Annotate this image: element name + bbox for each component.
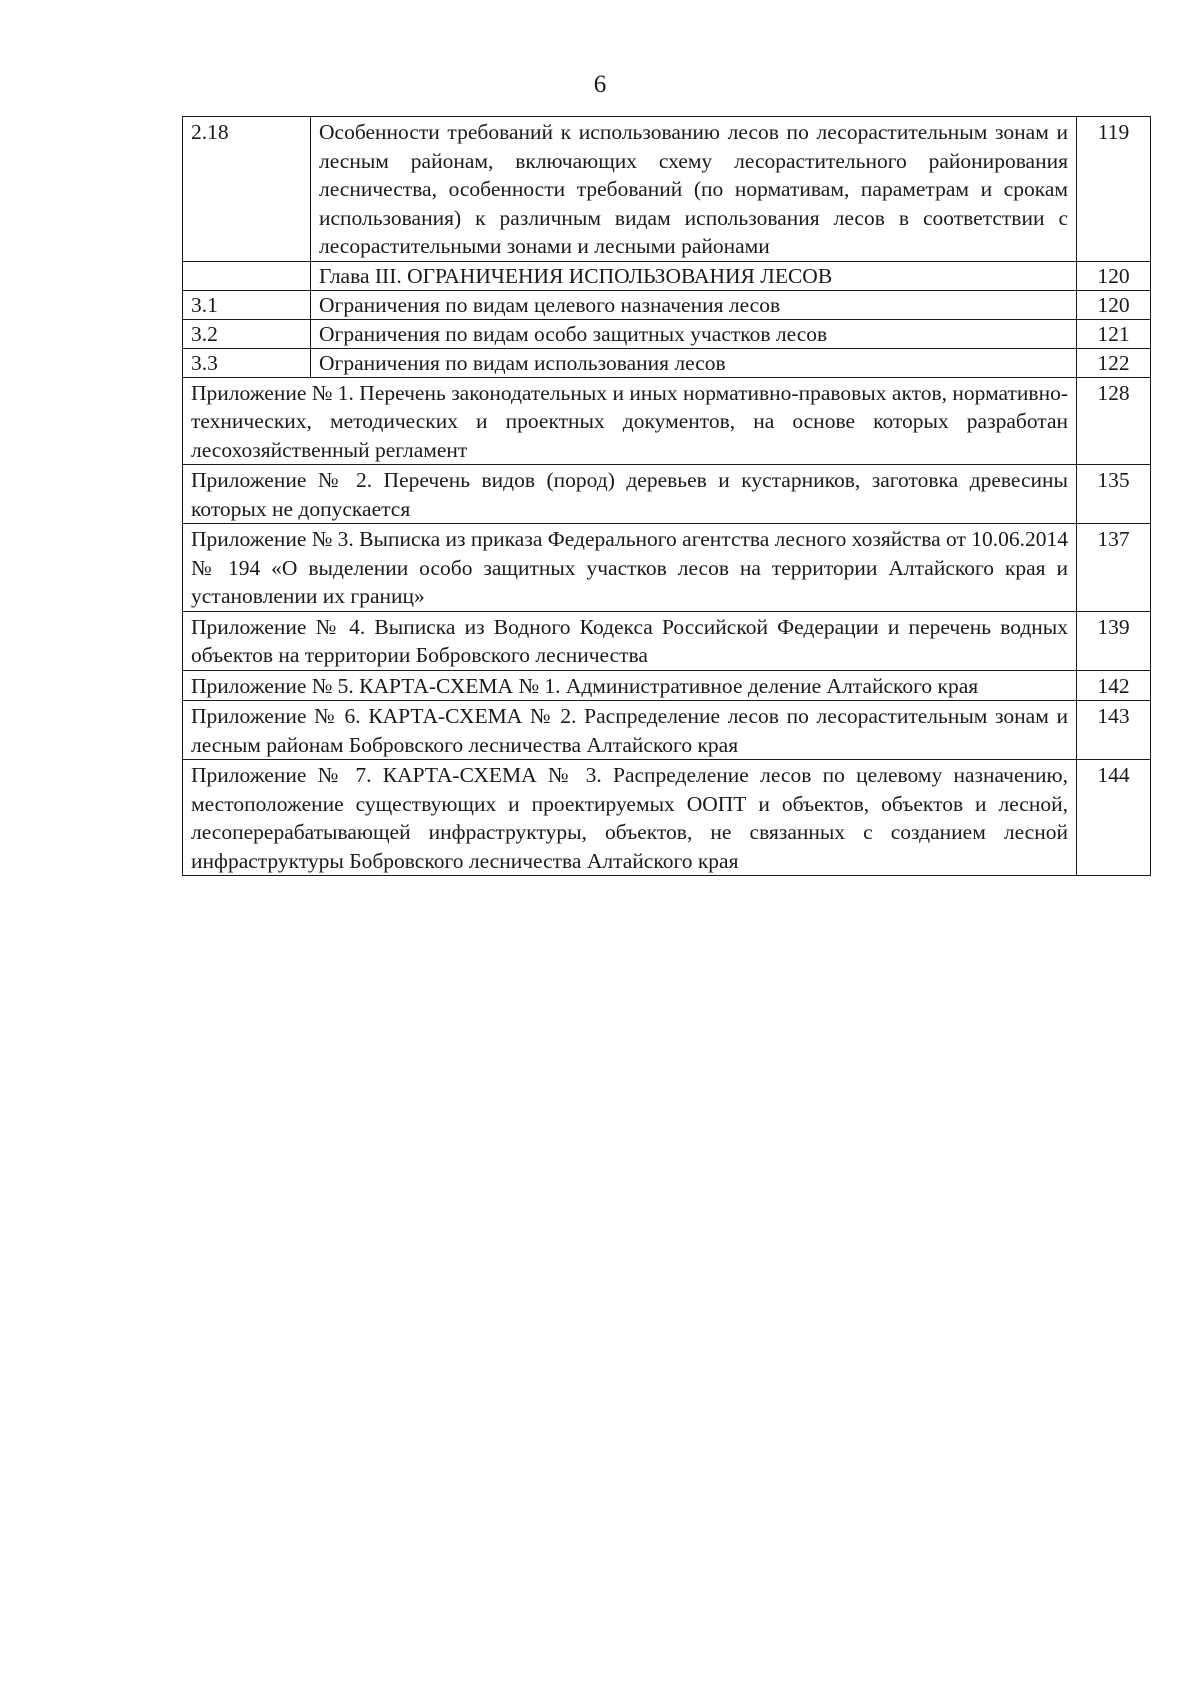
chapter-title: Глава III. ОГРАНИЧЕНИЯ ИСПОЛЬЗОВАНИЯ ЛЕСОВ	[311, 261, 1077, 290]
table-of-contents	[182, 116, 1151, 876]
section-page: 122	[1077, 348, 1151, 377]
section-title: Ограничения по видам целевого назначения лесов	[311, 290, 1077, 319]
appendix-title: Приложение № 5. КАРТА-СХЕМА № 1. Административное деление Алтайского края	[183, 670, 1077, 701]
page-number: 6	[593, 71, 607, 98]
section-number: 3.3	[183, 348, 311, 377]
appendix-page: 128	[1077, 377, 1151, 465]
appendix-title: Приложение № 7. КАРТА-СХЕМА № 3. Распределение лесов по целевому назначению, местоположение существующих и проектируемых ООПТ и объектов, объектов и лесной, лесоперерабатывающей инфраструктуры, объектов, не связанных с созданием лесной инфраструктуры Бобровского лесничества Алтайского края	[183, 760, 1077, 876]
toc-row	[183, 290, 1151, 319]
appendix-row	[183, 465, 1151, 524]
toc-row	[183, 348, 1151, 377]
appendix-title: Приложение № 4. Выписка из Водного Кодекса Российской Федерации и перечень водных объектов на территории Бобровского лесничества	[183, 611, 1077, 670]
section-number	[183, 261, 311, 290]
toc-row	[183, 319, 1151, 348]
appendix-row	[183, 760, 1151, 876]
section-title: Ограничения по видам использования лесов	[311, 348, 1077, 377]
section-page: 120	[1077, 261, 1151, 290]
section-title: Особенности требований к использованию лесов по лесорастительным зонам и лесным районам, включающих схему лесорастительного районирования лесничества, особенности требований (по нормативам, параметрам и срокам использования) к различным видам использования лесов в соответствии с лесорастительными зонами и лесными районами	[311, 117, 1077, 262]
section-page: 119	[1077, 117, 1151, 262]
section-number: 3.1	[183, 290, 311, 319]
section-number: 3.2	[183, 319, 311, 348]
appendix-title: Приложение № 3. Выписка из приказа Федерального агентства лесного хозяйства от 10.06.2014 № 194 «О выделении особо защитных участков лесов на территории Алтайского края и установлении их границ»	[183, 524, 1077, 612]
toc-row	[183, 117, 1151, 262]
appendix-title: Приложение № 6. КАРТА-СХЕМА № 2. Распределение лесов по лесорастительным зонам и лесным районам Бобровского лесничества Алтайского края	[183, 701, 1077, 760]
appendix-row	[183, 701, 1151, 760]
appendix-page: 135	[1077, 465, 1151, 524]
appendix-row	[183, 377, 1151, 465]
appendix-page: 143	[1077, 701, 1151, 760]
appendix-title: Приложение № 2. Перечень видов (пород) деревьев и кустарников, заготовка древесины которых не допускается	[183, 465, 1077, 524]
appendix-row	[183, 524, 1151, 612]
appendix-page: 142	[1077, 670, 1151, 701]
section-number: 2.18	[183, 117, 311, 262]
section-page: 120	[1077, 290, 1151, 319]
section-title: Ограничения по видам особо защитных участков лесов	[311, 319, 1077, 348]
appendix-row	[183, 670, 1151, 701]
section-page: 121	[1077, 319, 1151, 348]
appendix-page: 139	[1077, 611, 1151, 670]
appendix-page: 137	[1077, 524, 1151, 612]
appendix-row	[183, 611, 1151, 670]
appendix-page: 144	[1077, 760, 1151, 876]
toc-row	[183, 261, 1151, 290]
appendix-title: Приложение № 1. Перечень законодательных и иных нормативно-правовых актов, нормативно-технических, методических и проектных документов, на основе которых разработан лесохозяйственный регламент	[183, 377, 1077, 465]
